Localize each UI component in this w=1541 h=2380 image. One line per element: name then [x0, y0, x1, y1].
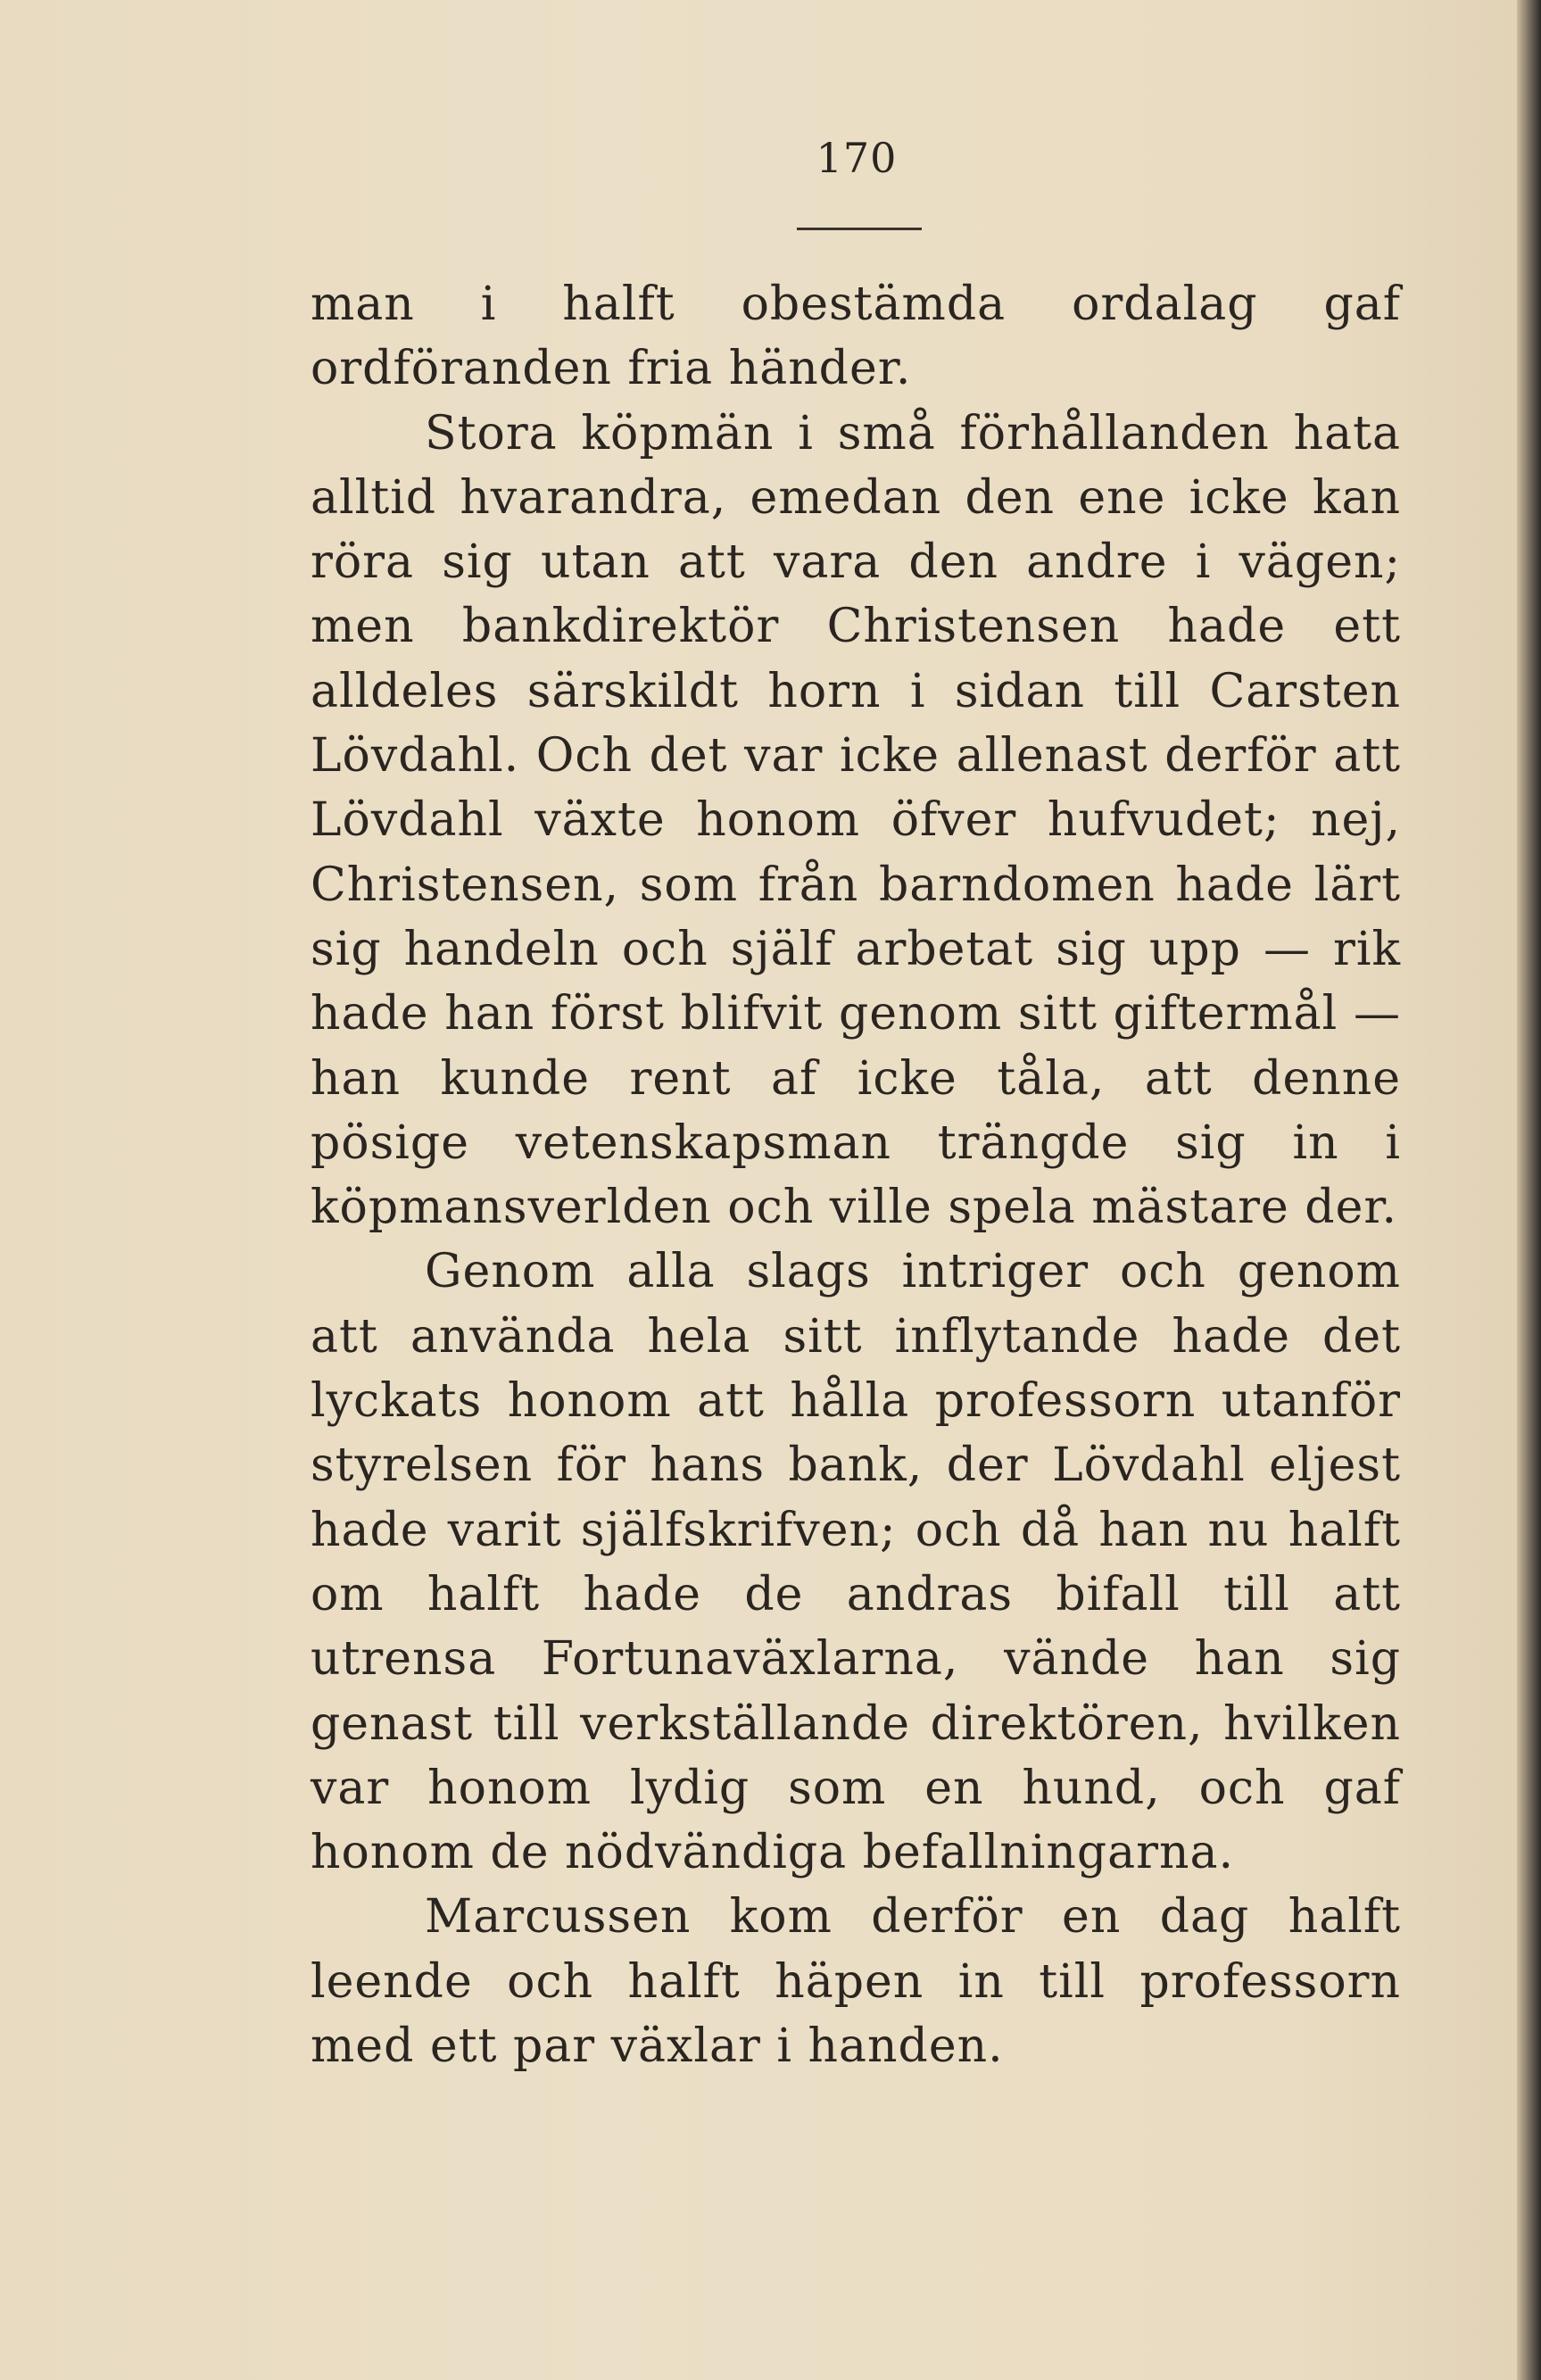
- paragraph-3: Genom alla slags intriger och genom att använda hela sitt inflytande hade det lyckats honom att hålla professorn utanför styrelsen för hans bank, der Lövdahl eljest hade varit själfskrifven; och då han nu halft om halft hade de andras bifall till att utrensa Fortunaväxlarna, vände han sig genast till verkställande direktören, hvilken var honom lydig som en hund, och gaf honom de nödvändiga befallningarna.: [311, 1245, 1401, 1880]
- page-edge-shadow: [1517, 0, 1541, 2380]
- paragraph-2: Stora köpmän i små förhållanden hata alltid hvarandra, emedan den ene icke kan röra sig utan att vara den andre i vägen; men bankdirektör Christensen hade ett alldeles särskildt horn i sidan till Carsten Lövdahl. Och det var icke allenast derför att Lövdahl växte honom öfver hufvudet; nej, Christensen, som från barndomen hade lärt sig handeln och själf arbetat sig upp — rik hade han först blifvit genom sitt giftermål — han kunde rent af icke tåla, att denne pösige vetenskapsman trängde sig in i köpmansverlden och ville spela mästare der.: [311, 406, 1401, 1235]
- paragraph-1: man i halft obestämda ordalag gaf ordföranden fria händer.: [311, 278, 1401, 396]
- body-text: [311, 272, 1401, 2078]
- paragraph-4: Marcussen kom derför en dag halft leende och halft häpen in till professorn med ett par växlar i handen.: [311, 1890, 1401, 2074]
- header-rule: [797, 228, 922, 230]
- page-number: 170: [816, 134, 898, 182]
